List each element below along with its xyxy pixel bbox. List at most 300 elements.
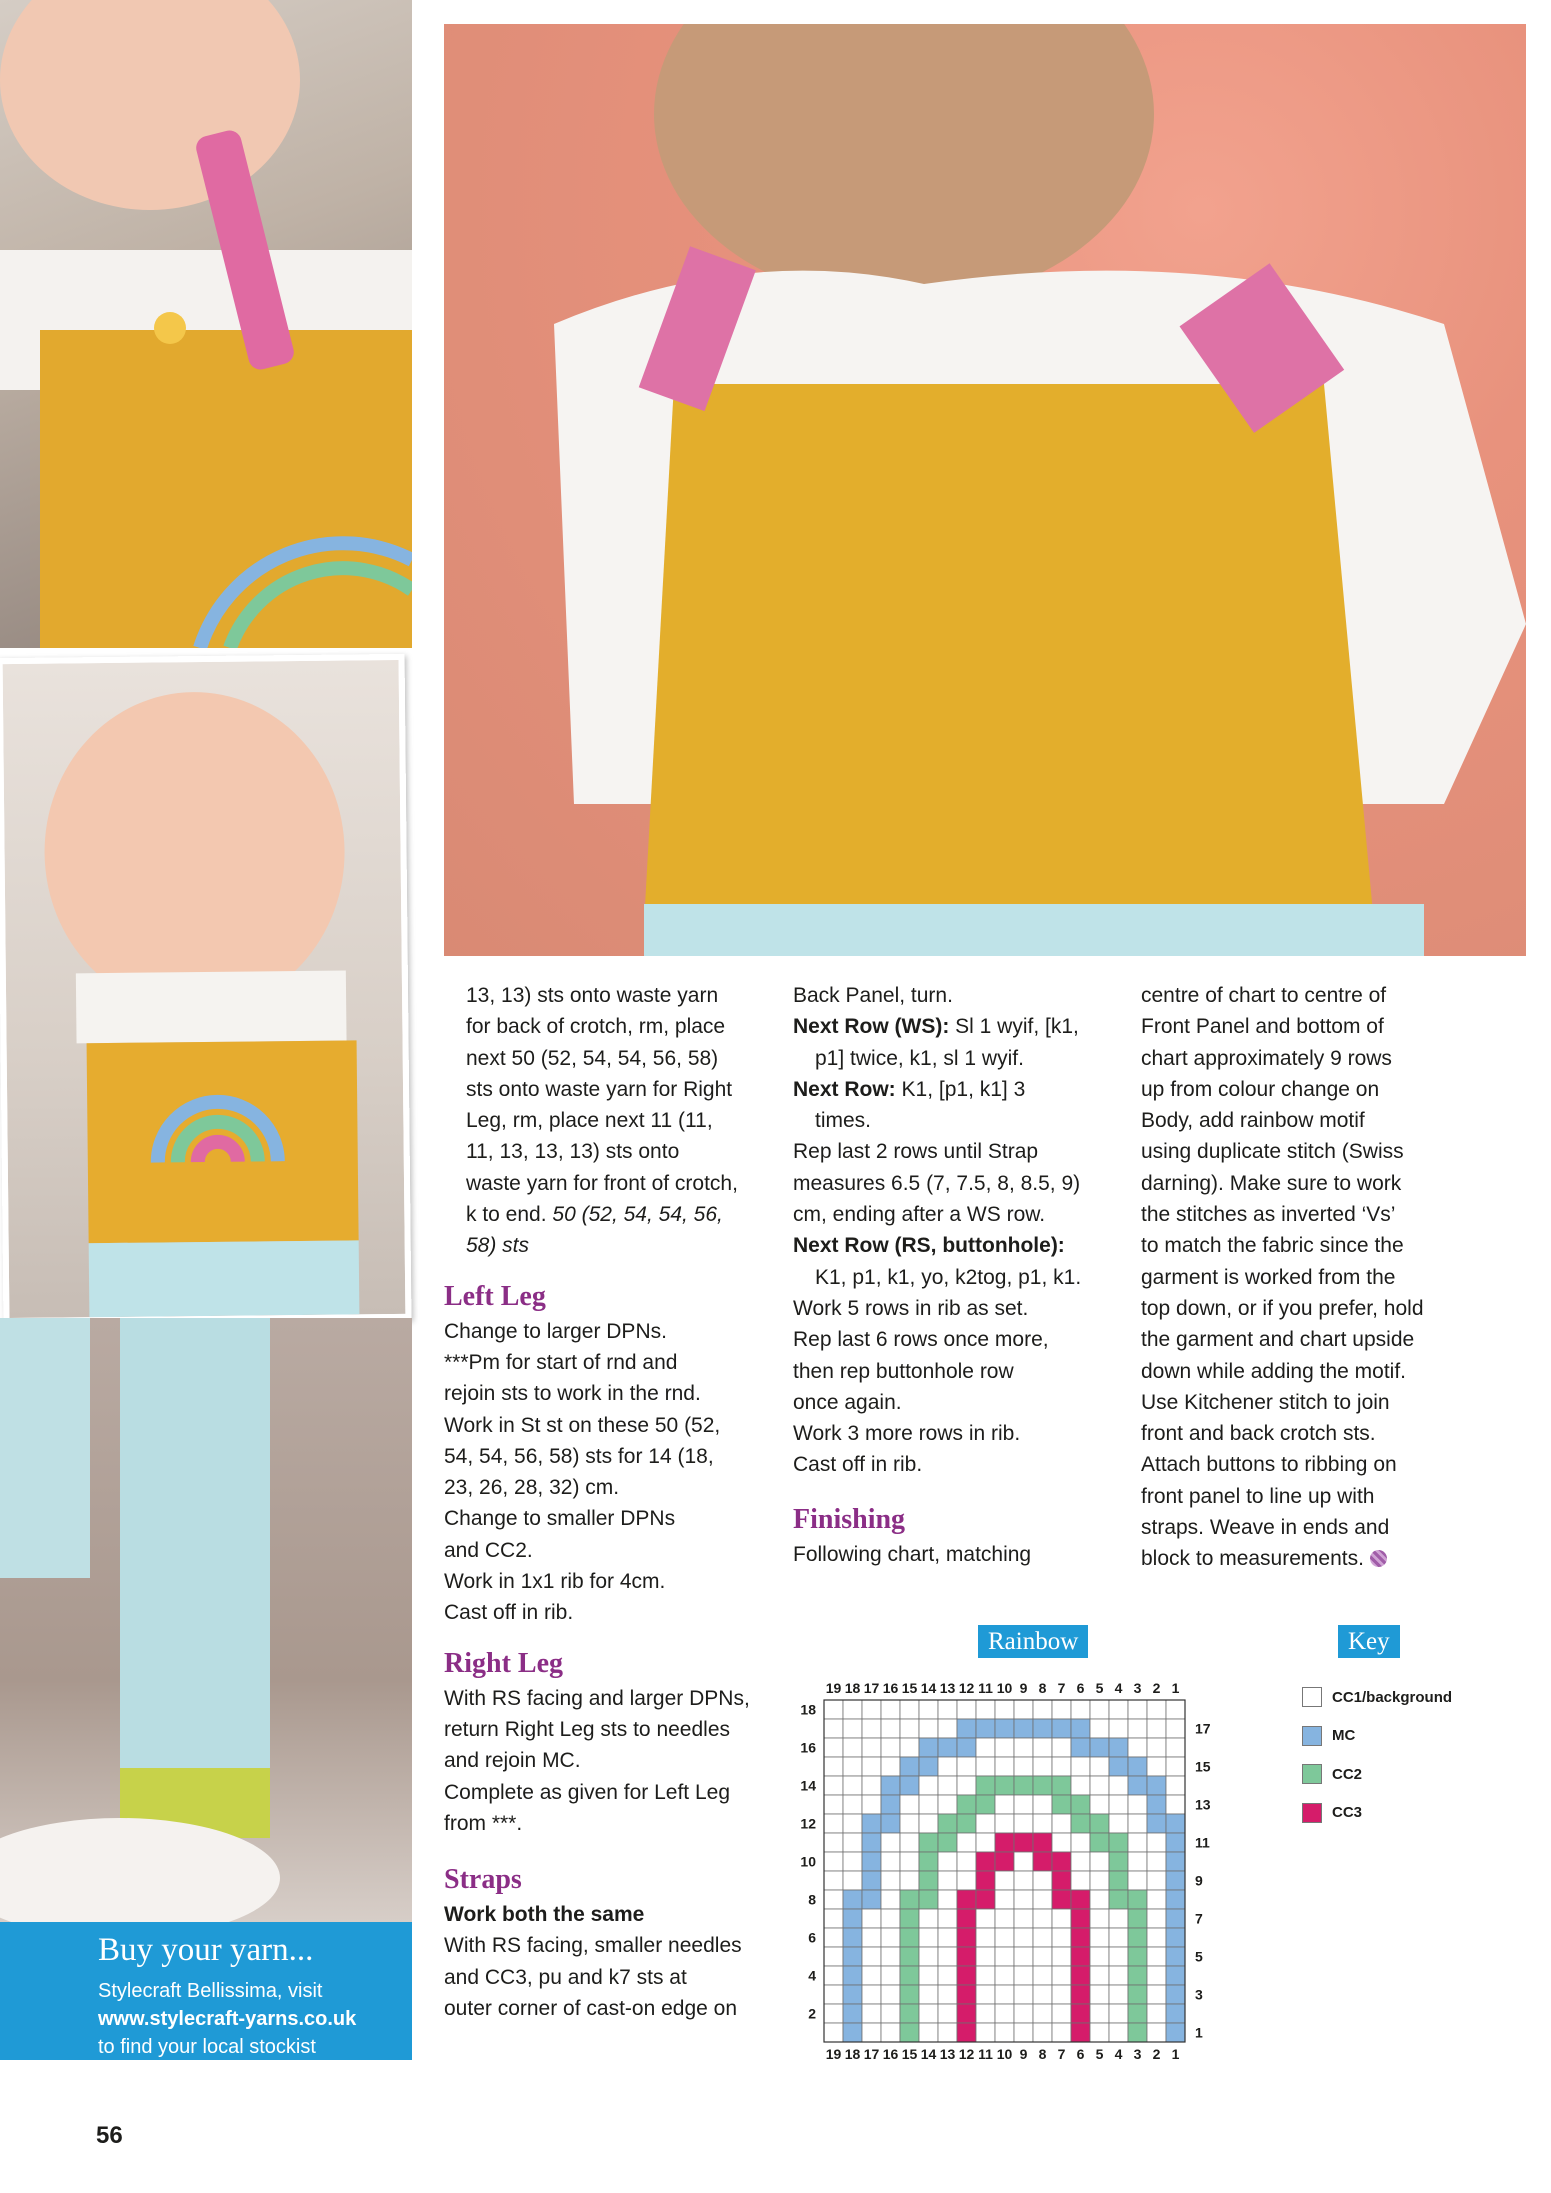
text-line: waste yarn for front of crotch, [466, 1171, 738, 1195]
chart-cell [900, 1890, 919, 1909]
chart-cell [900, 2004, 919, 2023]
chart-cell [862, 1738, 881, 1757]
text-line: and CC2. [444, 1538, 533, 1562]
chart-cell [976, 1928, 995, 1947]
chart-cell [1014, 1985, 1033, 2004]
chart-cell [1128, 1871, 1147, 1890]
chart-col-label-top: 2 [1152, 1680, 1161, 1696]
chart-cell [957, 1795, 976, 1814]
section-heading-right-leg: Right Leg [444, 1647, 563, 1679]
chart-cell [1128, 2023, 1147, 2042]
text-line: chart approximately 9 rows [1141, 1046, 1392, 1070]
chart-cell [824, 1700, 843, 1719]
chart-cell [995, 2023, 1014, 2042]
chart-cell [957, 1852, 976, 1871]
chart-cell [824, 1719, 843, 1738]
chart-cell [938, 1814, 957, 1833]
chart-cell [1147, 1719, 1166, 1738]
chart-row-label-left: 2 [808, 2005, 816, 2022]
chart-cell [843, 1909, 862, 1928]
chart-col-label-top: 5 [1095, 1680, 1104, 1696]
chart-cell [1128, 1719, 1147, 1738]
text-line: times. [815, 1109, 872, 1133]
chart-cell [1128, 1776, 1147, 1795]
chart-cell [900, 1700, 919, 1719]
text-line: centre of chart to centre of [1141, 984, 1387, 1007]
chart-col-label-bottom: 9 [1019, 2046, 1028, 2060]
chart-cell [900, 2023, 919, 2042]
chart-cell [1014, 1947, 1033, 1966]
chart-cell [1052, 2004, 1071, 2023]
chart-row-label-right: 13 [1195, 1796, 1211, 1813]
chart-cell [1052, 1890, 1071, 1909]
chart-cell [1166, 1738, 1185, 1757]
chart-cell [995, 1738, 1014, 1757]
key-swatch [1302, 1803, 1322, 1823]
chart-cell [1033, 1719, 1052, 1738]
chart-cell [1071, 1985, 1090, 2004]
chart-cell [919, 2023, 938, 2042]
chart-cell [919, 1795, 938, 1814]
chart-cell [1166, 2023, 1185, 2042]
chart-cell [919, 1776, 938, 1795]
chart-cell [1033, 1871, 1052, 1890]
text-line: rejoin sts to work in the rnd. [444, 1382, 701, 1406]
chart-cell [1071, 1814, 1090, 1833]
chart-col-label-top: 18 [844, 1680, 861, 1696]
chart-cell [1014, 1795, 1033, 1814]
chart-cell [900, 1757, 919, 1776]
text-line: then rep buttonhole row [793, 1359, 1014, 1383]
column-1 [444, 980, 769, 2024]
text-line: Next Row (WS): Sl 1 wyif, [k1, [793, 1015, 1079, 1039]
chart-cell [957, 1871, 976, 1890]
chart-cell [1052, 1928, 1071, 1947]
chart-col-label-bottom: 1 [1171, 2046, 1180, 2060]
chart-row-label-left: 6 [808, 1929, 816, 1946]
chart-cell [843, 1890, 862, 1909]
text-line: using duplicate stitch (Swiss [1141, 1140, 1404, 1164]
chart-cell [1033, 1890, 1052, 1909]
chart-col-label-top: 15 [901, 1680, 918, 1696]
chart-cell [957, 1890, 976, 1909]
chart-cell [1052, 1776, 1071, 1795]
chart-col-label-top: 3 [1133, 1680, 1142, 1696]
chart-cell [900, 1966, 919, 1985]
chart-cell [1014, 1719, 1033, 1738]
key-label: CC3 [1332, 1804, 1363, 1822]
chart-cell [1052, 1719, 1071, 1738]
chart-cell [900, 1719, 919, 1738]
chart-cell [824, 1776, 843, 1795]
chart-col-label-bottom: 16 [882, 2046, 899, 2060]
buy-yarn-title: Buy your yarn... [98, 1932, 314, 1968]
chart-cell [1090, 1890, 1109, 1909]
chart-col-label-top: 14 [920, 1680, 937, 1696]
chart-cell [862, 1776, 881, 1795]
page-number: 56 [96, 2122, 123, 2149]
chart-cell [1052, 1947, 1071, 1966]
chart-cell [1071, 1947, 1090, 1966]
chart-cell [1128, 1947, 1147, 1966]
chart-cell [938, 1719, 957, 1738]
chart-cell [862, 1795, 881, 1814]
chart-cell [881, 1947, 900, 1966]
text-line: Next Row: K1, [p1, k1] 3 [793, 1077, 1026, 1101]
chart-cell [1014, 1776, 1033, 1795]
chart-cell [919, 1700, 938, 1719]
chart-row-label-right: 7 [1195, 1910, 1203, 1927]
text-line: 11, 13, 13, 13) sts onto [466, 1140, 680, 1164]
chart-cell [1014, 1814, 1033, 1833]
chart-cell [1128, 2004, 1147, 2023]
buy-yarn-line1: Stylecraft Bellissima, visit [98, 1980, 323, 2002]
photo-baby-smiling [0, 654, 411, 1324]
chart-cell [995, 2004, 1014, 2023]
chart-cell [1109, 1871, 1128, 1890]
chart-cell [881, 1757, 900, 1776]
chart-cell [824, 1966, 843, 1985]
chart-cell [862, 1966, 881, 1985]
chart-cell [1128, 1814, 1147, 1833]
chart-cell [995, 1890, 1014, 1909]
chart-cell [1166, 1852, 1185, 1871]
chart-cell [976, 1966, 995, 1985]
chart-cell [862, 1909, 881, 1928]
chart-row-label-right: 11 [1195, 1834, 1210, 1851]
chart-cell [1147, 1776, 1166, 1795]
chart-cell [900, 1738, 919, 1757]
text-line: With RS facing, smaller needles [444, 1934, 742, 1958]
chart-cell [1014, 1890, 1033, 1909]
text-line: up from colour change on [1141, 1077, 1380, 1101]
chart-cell [1147, 1852, 1166, 1871]
section-heading-finishing: Finishing [793, 1503, 906, 1535]
chart-cell [1147, 1947, 1166, 1966]
chart-cell [881, 1795, 900, 1814]
chart-cell [1071, 1852, 1090, 1871]
chart-cell [1014, 2004, 1033, 2023]
chart-cell [862, 1985, 881, 2004]
chart-cell [824, 2023, 843, 2042]
chart-cell [995, 1852, 1014, 1871]
chart-cell [976, 1757, 995, 1776]
chart-cell [976, 1776, 995, 1795]
chart-cell [995, 1814, 1014, 1833]
chart-cell [1128, 1909, 1147, 1928]
chart-cell [1090, 1852, 1109, 1871]
chart-cell [957, 1700, 976, 1719]
chart-cell [1071, 2023, 1090, 2042]
chart-cell [1052, 1757, 1071, 1776]
chart-cell [824, 1909, 843, 1928]
chart-cell [1033, 1776, 1052, 1795]
chart-cell [938, 1776, 957, 1795]
chart-cell [1014, 1928, 1033, 1947]
chart-cell [1033, 2004, 1052, 2023]
chart-col-label-bottom: 5 [1095, 2046, 1104, 2060]
chart-col-label-top: 13 [939, 1680, 956, 1696]
chart-cell [1090, 1738, 1109, 1757]
chart-cell [919, 1985, 938, 2004]
chart-cell [843, 1738, 862, 1757]
key-swatch [1302, 1764, 1322, 1784]
text-line: down while adding the motif. [1141, 1359, 1406, 1383]
chart-cell [995, 1719, 1014, 1738]
chart-cell [1033, 1909, 1052, 1928]
chart-cell [1090, 1985, 1109, 2004]
chart-cell [976, 1738, 995, 1757]
chart-cell [900, 1795, 919, 1814]
chart-cell [843, 1966, 862, 1985]
chart-cell [1166, 1776, 1185, 1795]
chart-cell [881, 1966, 900, 1985]
chart-cell [976, 1947, 995, 1966]
text-line: once again. [793, 1390, 902, 1414]
chart-cell [1128, 1985, 1147, 2004]
chart-cell [1033, 2023, 1052, 2042]
chart-cell [1147, 1757, 1166, 1776]
text-line: block to measurements. [1141, 1543, 1471, 1574]
text-line: Next Row (RS, buttonhole): [793, 1234, 1065, 1258]
chart-cell [995, 1700, 1014, 1719]
chart-cell [1014, 1966, 1033, 1985]
chart-cell [1128, 1700, 1147, 1719]
chart-cell [1109, 2004, 1128, 2023]
photo-baby-front-closeup [0, 0, 412, 648]
text-line: Work in 1x1 rib for 4cm. [444, 1570, 666, 1594]
chart-cell [976, 1795, 995, 1814]
yarn-ball-icon [1370, 1550, 1387, 1567]
chart-cell [1014, 1833, 1033, 1852]
chart-cell [957, 1776, 976, 1795]
chart-cell [1052, 1966, 1071, 1985]
chart-cell [881, 1738, 900, 1757]
text-line: 58) sts [466, 1234, 530, 1258]
chart-cell [1033, 1700, 1052, 1719]
chart-cell [995, 1833, 1014, 1852]
chart-cell [1052, 1738, 1071, 1757]
chart-cell [1166, 1814, 1185, 1833]
chart-cell [976, 1700, 995, 1719]
key-label: CC2 [1332, 1765, 1363, 1783]
chart-cell [862, 1947, 881, 1966]
chart-cell [843, 1757, 862, 1776]
chart-cell [1033, 1814, 1052, 1833]
chart-cell [1090, 1814, 1109, 1833]
chart-row-label-left: 8 [808, 1891, 816, 1908]
chart-cell [1090, 1928, 1109, 1947]
chart-row-label-right: 15 [1195, 1758, 1211, 1775]
key-swatch [1302, 1726, 1322, 1746]
chart-cell [843, 1719, 862, 1738]
text-line: K1, p1, k1, yo, k2tog, p1, k1. [815, 1265, 1082, 1289]
photo-baby-back-view [444, 24, 1526, 956]
chart-row-label-right: 17 [1195, 1720, 1211, 1737]
chart-cell [1071, 1795, 1090, 1814]
text-line: Cast off in rib. [444, 1601, 574, 1625]
chart-row-label-right: 1 [1195, 2024, 1203, 2041]
chart-cell [1052, 1814, 1071, 1833]
chart-cell [1109, 1890, 1128, 1909]
text-line: garment is worked from the [1141, 1265, 1396, 1289]
chart-cell [995, 1776, 1014, 1795]
chart-cell [1166, 1890, 1185, 1909]
chart-cell [843, 1852, 862, 1871]
text-line: the stitches as inverted ‘Vs’ [1141, 1203, 1396, 1227]
buy-yarn-line3: to find your local stockist [98, 2036, 316, 2058]
text-line: Following chart, matching [793, 1542, 1032, 1566]
key-label: MC [1332, 1727, 1356, 1745]
chart-cell [1147, 1966, 1166, 1985]
chart-cell [1090, 2004, 1109, 2023]
chart-cell [957, 1833, 976, 1852]
chart-cell [1128, 1757, 1147, 1776]
chart-cell [1033, 1928, 1052, 1947]
chart-cell [1166, 1719, 1185, 1738]
text-line: to match the fabric since the [1141, 1234, 1404, 1258]
chart-col-label-bottom: 18 [844, 2046, 861, 2060]
chart-cell [881, 1871, 900, 1890]
chart-col-label-bottom: 4 [1114, 2046, 1123, 2060]
key-item [1302, 1717, 1452, 1756]
text-line: 13, 13) sts onto waste yarn [466, 984, 719, 1007]
chart-cell [881, 1719, 900, 1738]
chart-cell [1071, 1738, 1090, 1757]
chart-cell [1090, 1719, 1109, 1738]
key-swatch [1302, 1687, 1322, 1707]
chart-cell [862, 1871, 881, 1890]
text-line: Work 5 rows in rib as set. [793, 1296, 1029, 1320]
chart-row-label-left: 12 [800, 1815, 816, 1832]
key-label: CC1/background [1332, 1688, 1453, 1706]
chart-cell [957, 1719, 976, 1738]
chart-cell [1109, 1776, 1128, 1795]
chart-col-label-bottom: 19 [825, 2046, 842, 2060]
chart-cell [824, 1833, 843, 1852]
chart-cell [843, 2023, 862, 2042]
chart-cell [881, 2023, 900, 2042]
chart-cell [957, 1947, 976, 1966]
chart-cell [919, 1833, 938, 1852]
chart-cell [995, 1928, 1014, 1947]
key-title: Key [1338, 1625, 1400, 1658]
chart-cell [1090, 1700, 1109, 1719]
chart-cell [1166, 1871, 1185, 1890]
chart-cell [957, 1909, 976, 1928]
chart-row-label-right: 5 [1195, 1948, 1203, 1965]
chart-cell [1033, 1757, 1052, 1776]
chart-col-label-bottom: 10 [996, 2046, 1013, 2060]
chart-cell [919, 1947, 938, 1966]
buy-yarn-box [0, 1922, 412, 2060]
chart-cell [1071, 1719, 1090, 1738]
chart-cell [1071, 2004, 1090, 2023]
chart-cell [919, 1738, 938, 1757]
chart-col-label-top: 19 [825, 1680, 842, 1696]
chart-cell [957, 1928, 976, 1947]
chart-cell [1109, 1833, 1128, 1852]
text-line: p1] twice, k1, sl 1 wyif. [815, 1046, 1024, 1070]
text-line: Work 3 more rows in rib. [793, 1422, 1021, 1446]
chart-cell [1071, 1776, 1090, 1795]
chart-cell [919, 1909, 938, 1928]
chart-cell [995, 1757, 1014, 1776]
chart-cell [1052, 1909, 1071, 1928]
chart-col-label-bottom: 2 [1152, 2046, 1161, 2060]
chart-cell [957, 1757, 976, 1776]
chart-cell [881, 1928, 900, 1947]
stockist-link[interactable]: www.stylecraft-yarns.co.uk [98, 2008, 357, 2030]
chart-cell [938, 2004, 957, 2023]
chart-cell [1109, 1909, 1128, 1928]
chart-cell [995, 1871, 1014, 1890]
chart-cell [1033, 1947, 1052, 1966]
chart-col-label-bottom: 7 [1057, 2046, 1066, 2060]
chart-cell [1014, 2023, 1033, 2042]
chart-cell [862, 1928, 881, 1947]
text-line: top down, or if you prefer, hold [1141, 1296, 1424, 1320]
chart-cell [976, 1852, 995, 1871]
chart-cell [1109, 1738, 1128, 1757]
chart-cell [1147, 1928, 1166, 1947]
text-line: Rep last 6 rows once more, [793, 1328, 1049, 1352]
chart-cell [1090, 1833, 1109, 1852]
chart-col-label-bottom: 6 [1076, 2046, 1085, 2060]
text-line: cm, ending after a WS row. [793, 1203, 1046, 1227]
text-line: measures 6.5 (7, 7.5, 8, 8.5, 9) [793, 1171, 1081, 1195]
chart-cell [824, 2004, 843, 2023]
chart-cell [1166, 1757, 1185, 1776]
chart-cell [1147, 1871, 1166, 1890]
text-line: sts onto waste yarn for Right [466, 1077, 733, 1101]
chart-cell [976, 1909, 995, 1928]
chart-cell [938, 1985, 957, 2004]
chart-cell [843, 1776, 862, 1795]
chart-cell [995, 1909, 1014, 1928]
chart-cell [881, 1852, 900, 1871]
chart-cell [843, 1795, 862, 1814]
chart-cell [824, 1890, 843, 1909]
subheading-straps: Work both the same [444, 1903, 645, 1927]
chart-cell [1147, 1814, 1166, 1833]
chart-col-label-top: 8 [1038, 1680, 1047, 1696]
chart-cell [824, 1795, 843, 1814]
chart-cell [1071, 1757, 1090, 1776]
chart-cell [1166, 1795, 1185, 1814]
chart-cell [824, 1985, 843, 2004]
photo-baby-legs [0, 1318, 412, 1922]
chart-cell [1147, 1890, 1166, 1909]
chart-cell [824, 1871, 843, 1890]
chart-title: Rainbow [978, 1625, 1088, 1658]
chart-cell [881, 2004, 900, 2023]
text-line: ***Pm for start of rnd and [444, 1350, 678, 1374]
chart-cell [881, 1833, 900, 1852]
chart-cell [843, 1985, 862, 2004]
chart-cell [919, 1966, 938, 1985]
chart-col-label-top: 17 [863, 1680, 880, 1696]
chart-cell [1033, 1966, 1052, 1985]
chart-cell [995, 1985, 1014, 2004]
chart-cell [919, 1719, 938, 1738]
chart-col-label-bottom: 8 [1038, 2046, 1047, 2060]
chart-cell [1147, 2004, 1166, 2023]
chart-cell [1052, 1852, 1071, 1871]
chart-cell [1071, 1833, 1090, 1852]
chart-cell [938, 1966, 957, 1985]
chart-cell [938, 2023, 957, 2042]
